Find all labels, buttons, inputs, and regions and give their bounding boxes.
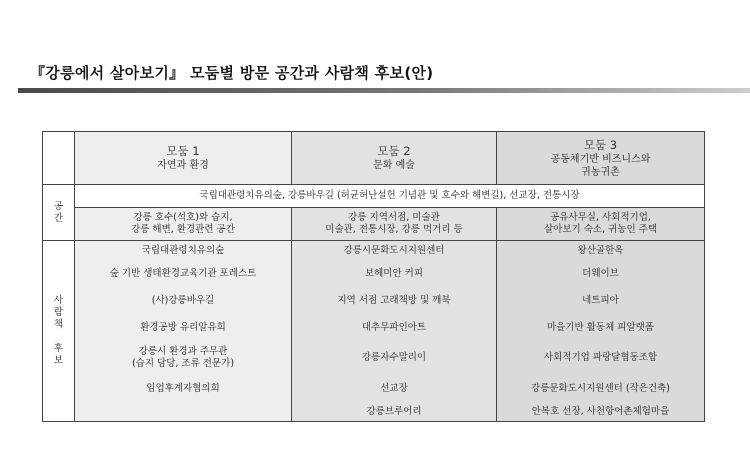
- group-3-candidates-cell: [497, 241, 705, 422]
- group-2-name: 모둠 2: [377, 144, 411, 158]
- program-table: [42, 131, 705, 422]
- list-item: 환경공방 유리알유희: [140, 321, 226, 333]
- list-item: [75, 402, 291, 421]
- group-3-theme: 공동체기반 비즈니스와 귀농귀촌: [550, 153, 651, 178]
- space-shared-row: [43, 185, 705, 208]
- group-2-header: [292, 132, 497, 185]
- list-item: 강릉시문화도시지원센터: [343, 244, 445, 256]
- header-corner-cell: [43, 132, 75, 185]
- group-3-space-cell: 공유사무실, 사회적기업, 살아보기 숙소, 귀농인 주택: [497, 208, 705, 241]
- space-row-label: 공 간: [43, 185, 75, 241]
- list-item: 더웨이브: [582, 267, 619, 279]
- group-3-name: 모둠 3: [583, 137, 618, 152]
- group-1-name: 모둠 1: [166, 144, 200, 158]
- list-item: 보헤미안 커피: [364, 267, 424, 279]
- list-item: 대추무파인아트: [361, 321, 427, 333]
- group-1-header: [75, 132, 292, 185]
- list-item: 안복호 선장, 사천항어촌체험마을: [531, 405, 670, 417]
- group-1-candidate-list: [75, 241, 291, 421]
- group-1-space-cell: 강릉 호수(석호)와 습지, 강릉 해변, 환경관련 공간: [75, 208, 292, 241]
- space-specific-row: [43, 208, 705, 241]
- title-underline: [18, 88, 750, 93]
- list-item: 숲 기반 생태환경교육기관 포레스트: [109, 267, 257, 279]
- list-item: 지역 서점 고래책방 및 깨북: [337, 294, 451, 306]
- list-item: 네트피아: [582, 294, 619, 306]
- list-item: 강릉자수말리이: [361, 352, 427, 363]
- table-header-row: [43, 132, 705, 185]
- list-item: 왕산골한옥: [577, 244, 624, 256]
- group-2-space-cell: 강릉 지역서점, 미술관 미술관, 전통시장, 강릉 먹거리 등: [292, 208, 497, 241]
- group-3-header: [497, 132, 705, 185]
- group-2-candidate-list: [292, 241, 496, 421]
- group-3-candidate-list: [497, 241, 704, 421]
- list-item: 임업후계자협의회: [146, 382, 220, 394]
- list-item: 사회적기업 파랑달협동조합: [543, 352, 658, 363]
- group-1-theme: 자연과 환경: [157, 160, 209, 171]
- list-item: 강릉시 환경과 주무관 (습지 담당, 조류 전문가): [131, 346, 235, 369]
- candidates-row: [43, 241, 705, 422]
- space-shared-cell: 국립대관령치유의숲, 강릉바우길 (허균허난설헌 기념관 및 호수와 해변길), 선교장, 전통시장: [75, 185, 705, 208]
- group-1-candidates-cell: [75, 241, 292, 422]
- group-2-theme: 문화 예술: [373, 160, 415, 171]
- list-item: (사)강릉바우길: [151, 294, 215, 306]
- list-item: 강릉문화도시지원센터 (작은건축): [531, 382, 670, 394]
- list-item: 강릉브루어리: [366, 405, 422, 417]
- candidates-row-label: 사 람 책 후 보: [43, 241, 75, 422]
- page-title: 『강릉에서 살아보기』 모둠별 방문 공간과 사람책 후보(안): [30, 64, 434, 82]
- list-item: 국립대관령치유의숲: [141, 244, 225, 256]
- list-item: 선교장: [380, 382, 408, 394]
- group-2-candidates-cell: [292, 241, 497, 422]
- list-item: 마을기반 활동체 피알랫폼: [547, 321, 654, 333]
